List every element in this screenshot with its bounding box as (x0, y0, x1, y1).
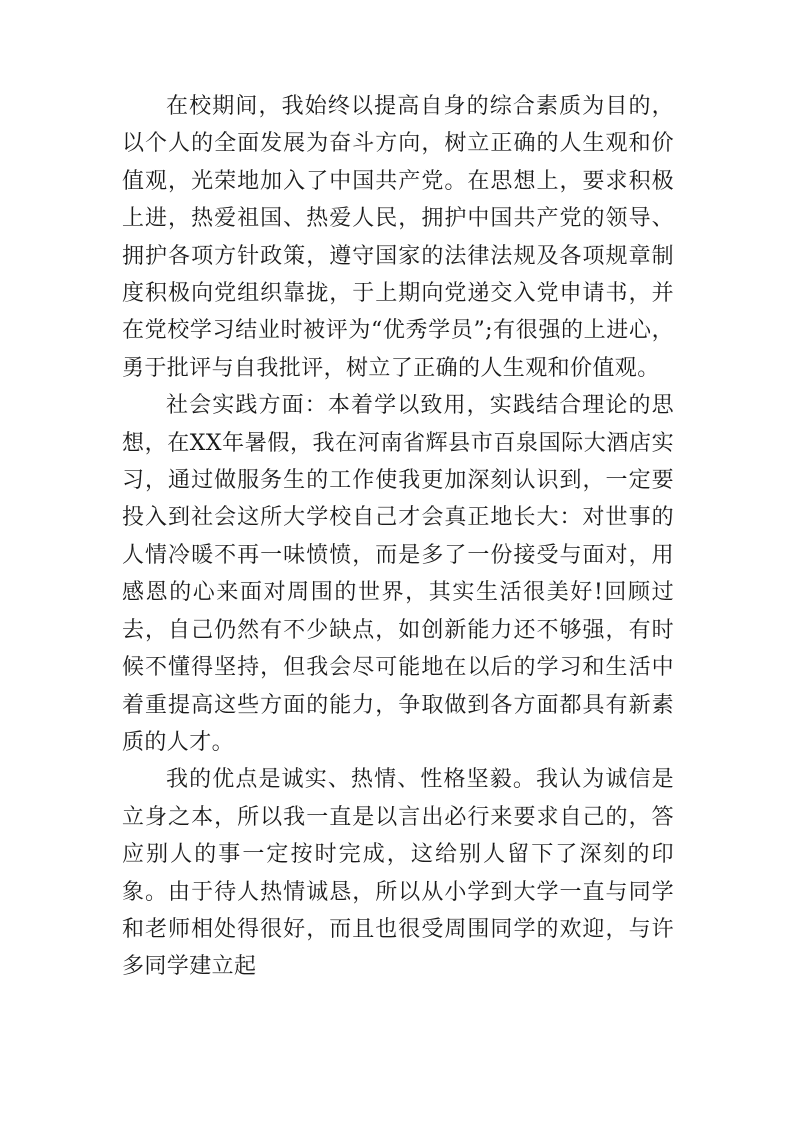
paragraph-campus-period: 在校期间，我始终以提高自身的综合素质为目的，以个人的全面发展为奋斗方向，树立正确的人生观和价值观，光荣地加入了中国共产党。在思想上，要求积极上进，热爱祖国、热爱人民，拥护中国共产党的领导、拥护各项方针政策，遵守国家的法律法规及各项规章制度积极向党组织靠拢，于上期向党递交入党申请书，并在党校学习结业时被评为“优秀学员”;有很强的上进心，勇于批评与自我批评，树立了正确的人生观和价值观。 (122, 94, 674, 381)
document-body (122, 88, 674, 986)
paragraph-social-practice: 社会实践方面：本着学以致用，实践结合理论的思想，在XX年暑假，我在河南省辉县市百泉国际大酒店实习，通过做服务生的工作使我更加深刻认识到，一定要投入到社会这所大学校自己才会真正地长大：对世事的人情冷暖不再一味愤愤，而是多了一份接受与面对，用感恩的心来面对周围的世界，其实生活很美好!回顾过去，自己仍然有不少缺点，如创新能力还不够强，有时候不懂得坚持，但我会尽可能地在以后的学习和生活中着重提高这些方面的能力，争取做到各方面都具有新素质的人才。 (122, 393, 674, 755)
paragraph-strengths: 我的优点是诚实、热情、性格坚毅。我认为诚信是立身之本，所以我一直是以言出必行来要求自己的，答应别人的事一定按时完成，这给别人留下了深刻的印象。由于待人热情诚恳，所以从小学到大学一直与同学和老师相处得很好，而且也很受周围同学的欢迎，与许多同学建立起 (122, 767, 674, 980)
